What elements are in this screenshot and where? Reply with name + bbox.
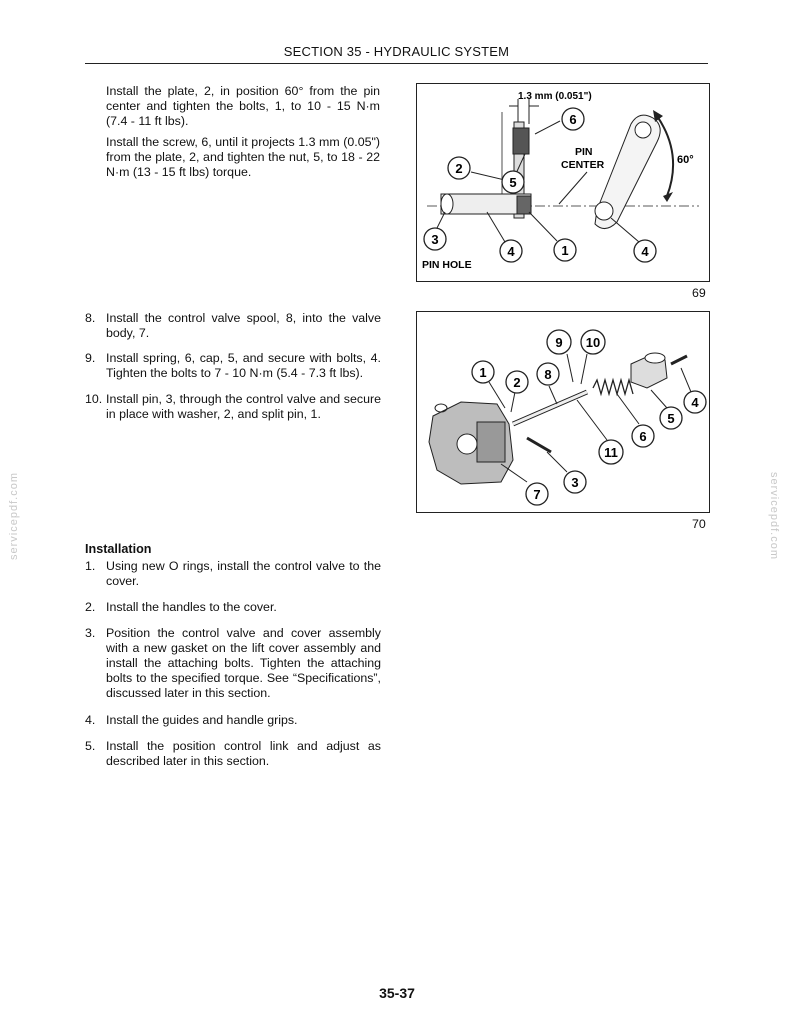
callout-1 [529,212,576,261]
svg-text:8: 8 [544,367,552,382]
header-rule [85,63,708,64]
callout-2 [506,371,528,412]
callout-4b [611,218,656,262]
step-text: Using new O rings, install the control valve to the cover. [106,559,381,588]
figure-70 [416,311,710,513]
install-step-3 [85,626,381,701]
svg-text:3: 3 [571,475,579,490]
svg-text:4: 4 [641,244,649,259]
installation-heading: Installation [85,542,152,556]
step-text: Install the position control link and adjust as described later in this section. [106,739,381,768]
angle-label: 60° [677,154,694,166]
svg-text:9: 9 [555,335,563,350]
step-text: Install the guides and handle grips. [106,713,298,727]
step-number: 3. [85,626,96,640]
figure-69-number: 69 [692,286,706,300]
install-step-5 [85,739,381,769]
pin-center-label-2: CENTER [561,159,605,171]
pin-center-label-1: PIN [575,146,593,158]
svg-text:4: 4 [691,395,699,410]
step-text: Position the control valve and cover assembly with a new gasket on the lift cover assembly and install the attaching bolts. Tighten the attaching bolts to the specified torque. See “Specifications”, discussed later in this section. [106,626,381,700]
step-number: 1. [85,559,96,573]
step-number: 2. [85,600,96,614]
intro-paragraph-2: Install the screw, 6, until it projects 1.3 mm (0.05") from the plate, 2, and tighten the nut, 5, to 18 - 22 N·m (13 - 15 ft lbs) torque. [106,135,380,179]
svg-text:2: 2 [513,375,521,390]
callout-6 [617,394,654,447]
callout-5 [651,390,682,429]
intro-paragraph-1: Install the plate, 2, in position 60° from the pin center and tighten the bolts, 1, to 10 - 15 N·m (7.4 - 11 ft lbs). [106,84,380,128]
step-9 [85,351,381,381]
svg-text:1: 1 [479,365,487,380]
svg-text:3: 3 [431,232,439,247]
step-10 [85,392,381,422]
svg-text:4: 4 [507,244,515,259]
callout-11 [577,400,623,464]
callout-3 [547,452,586,493]
step-number: 10. [85,392,103,406]
page-number: 35-37 [379,985,415,1001]
step-number: 4. [85,713,96,727]
callout-6 [535,108,584,134]
callout-10 [581,330,605,384]
step-text: Install pin, 3, through the control valve and secure in place with washer, 2, and split pin, 1. [106,392,381,421]
page-header: SECTION 35 - HYDRAULIC SYSTEM [283,44,510,59]
svg-text:2: 2 [455,161,463,176]
callout-4 [681,368,706,413]
callout-3 [424,212,446,250]
svg-text:5: 5 [667,411,675,426]
callout-4a [487,212,522,262]
step-text: Install the handles to the cover. [106,600,277,614]
figure-70-illustration [417,312,709,512]
svg-text:7: 7 [533,487,541,502]
callout-1 [472,361,505,408]
watermark-right: servicepdf.com [767,472,780,560]
figure-69-illustration [417,84,709,281]
svg-text:10: 10 [585,335,601,350]
step-number: 8. [85,311,96,325]
dimension-label: 1.3 mm (0.051") [518,91,592,102]
step-number: 5. [85,739,96,753]
callout-8 [537,363,559,404]
figure-69 [416,83,710,282]
install-step-2 [85,600,381,615]
step-text: Install spring, 6, cap, 5, and secure with bolts, 4. Tighten the bolts to 7 - 10 N·m (5.4 - 7.3 ft lbs). [106,351,381,380]
svg-text:6: 6 [569,112,577,127]
svg-text:6: 6 [639,429,647,444]
step-8 [85,311,381,341]
step-text: Install the control valve spool, 8, into the valve body, 7. [106,311,381,340]
svg-text:1: 1 [561,243,569,258]
svg-text:5: 5 [509,175,517,190]
callout-7 [501,464,548,505]
pin-hole-label: PIN HOLE [422,259,472,271]
step-number: 9. [85,351,96,365]
svg-text:11: 11 [604,445,618,460]
install-step-4 [85,713,381,728]
install-step-1 [85,559,381,589]
figure-70-number: 70 [692,517,706,531]
watermark-left: servicepdf.com [7,472,20,560]
